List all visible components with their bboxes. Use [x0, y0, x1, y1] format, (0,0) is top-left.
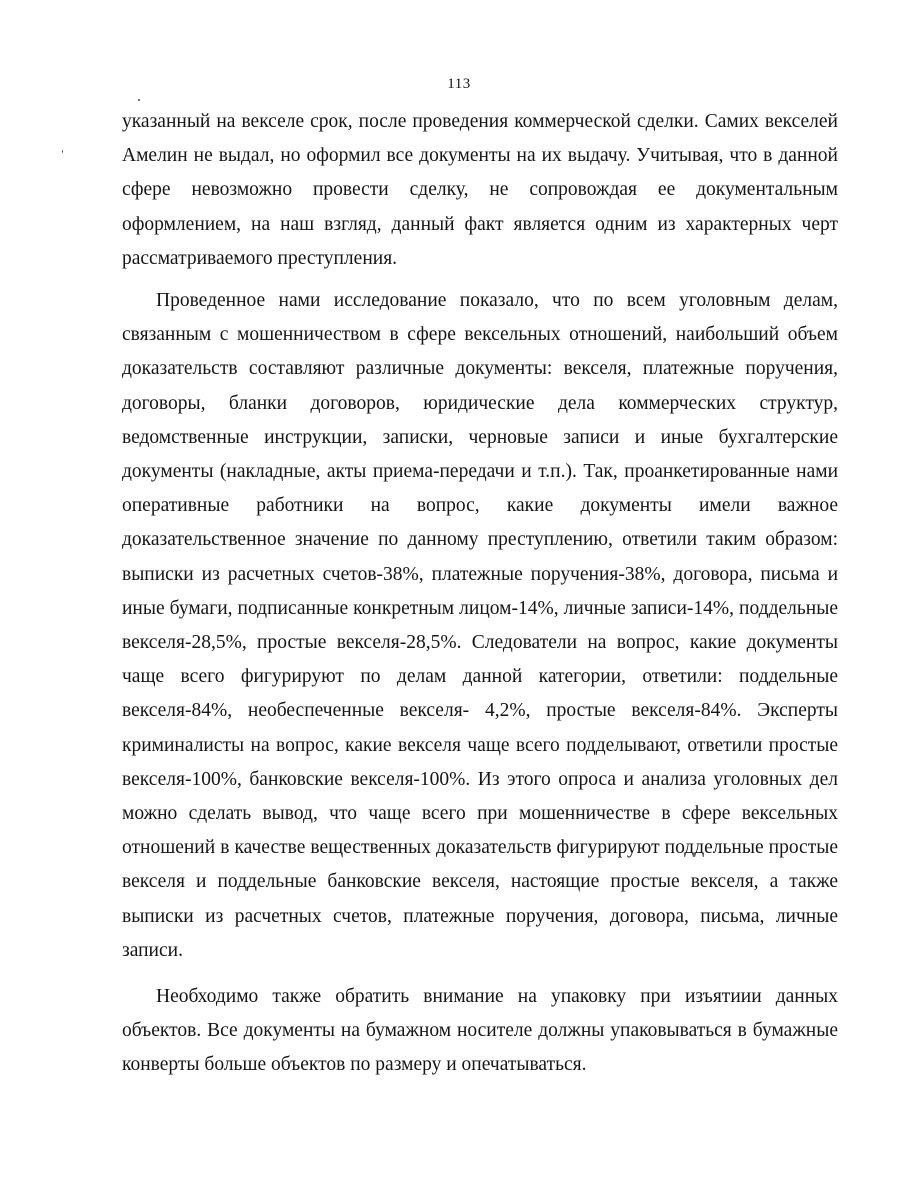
paragraph-continuation: указанный на векселе срок, после проведения коммерческой сделки. Самих векселей Амелин не выдал, но оформил все документы на их выдачу. Учитывая, что в данной сфере невозможно провести сделку, не сопровождая ее документальным оформлением, на наш взгляд, данный факт является одним из характерных черт рассматриваемого преступления. [122, 111, 838, 269]
paragraph-packaging-note: Необходимо также обратить внимание на упаковку при изъятиии данных объектов. Все документы на бумажном носителе должны упаковываться в бумажные конверты больше объектов по размеру и опечатываться. [122, 986, 838, 1076]
scan-speck [138, 99, 140, 101]
page-number: 113 [447, 76, 471, 92]
paragraph-research-findings: Проведенное нами исследование показало, что по всем уголовным делам, связанным с мошенничеством в сфере вексельных отношений, наибольший объем доказательств составляют различные документы: векселя, платежные поручения, договоры, бланки договоров, юридические дела коммерческих структур, ведомственные инструкции, записки, черновые записи и иные бухгалтерские документы (накладные, акты приема-передачи и т.п.). Так, проанкетированные нами оперативные работники на вопрос, какие документы имели важное доказательственное значение по данному преступлению, ответили таким образом: выписки из расчетных счетов-38%, платежные поручения-38%, договора, письма и иные бумаги, подписанные конкретным лицом-14%, личные записи-14%, поддельные векселя-28,5%, простые векселя-28,5%. Следователи на вопрос, какие документы чаще всего фигурируют по делам данной категории, ответили: поддельные векселя-84%, необеспеченные векселя- 4,2%, простые векселя-84%. Эксперты криминалисты на вопрос, какие векселя чаще всего подделывают, ответили простые векселя-100%, банковские векселя-100%. Из этого опроса и анализа уголовных дел можно сделать вывод, что чаще всего при мошенничестве в сфере вексельных отношений в качестве вещественных доказательств фигурируют поддельные простые векселя и поддельные банковские векселя, настоящие простые векселя, а также выписки из расчетных счетов, платежные поручения, договора, письма, личные записи. [122, 290, 838, 961]
scan-speck [62, 150, 63, 153]
document-body [122, 105, 838, 1083]
